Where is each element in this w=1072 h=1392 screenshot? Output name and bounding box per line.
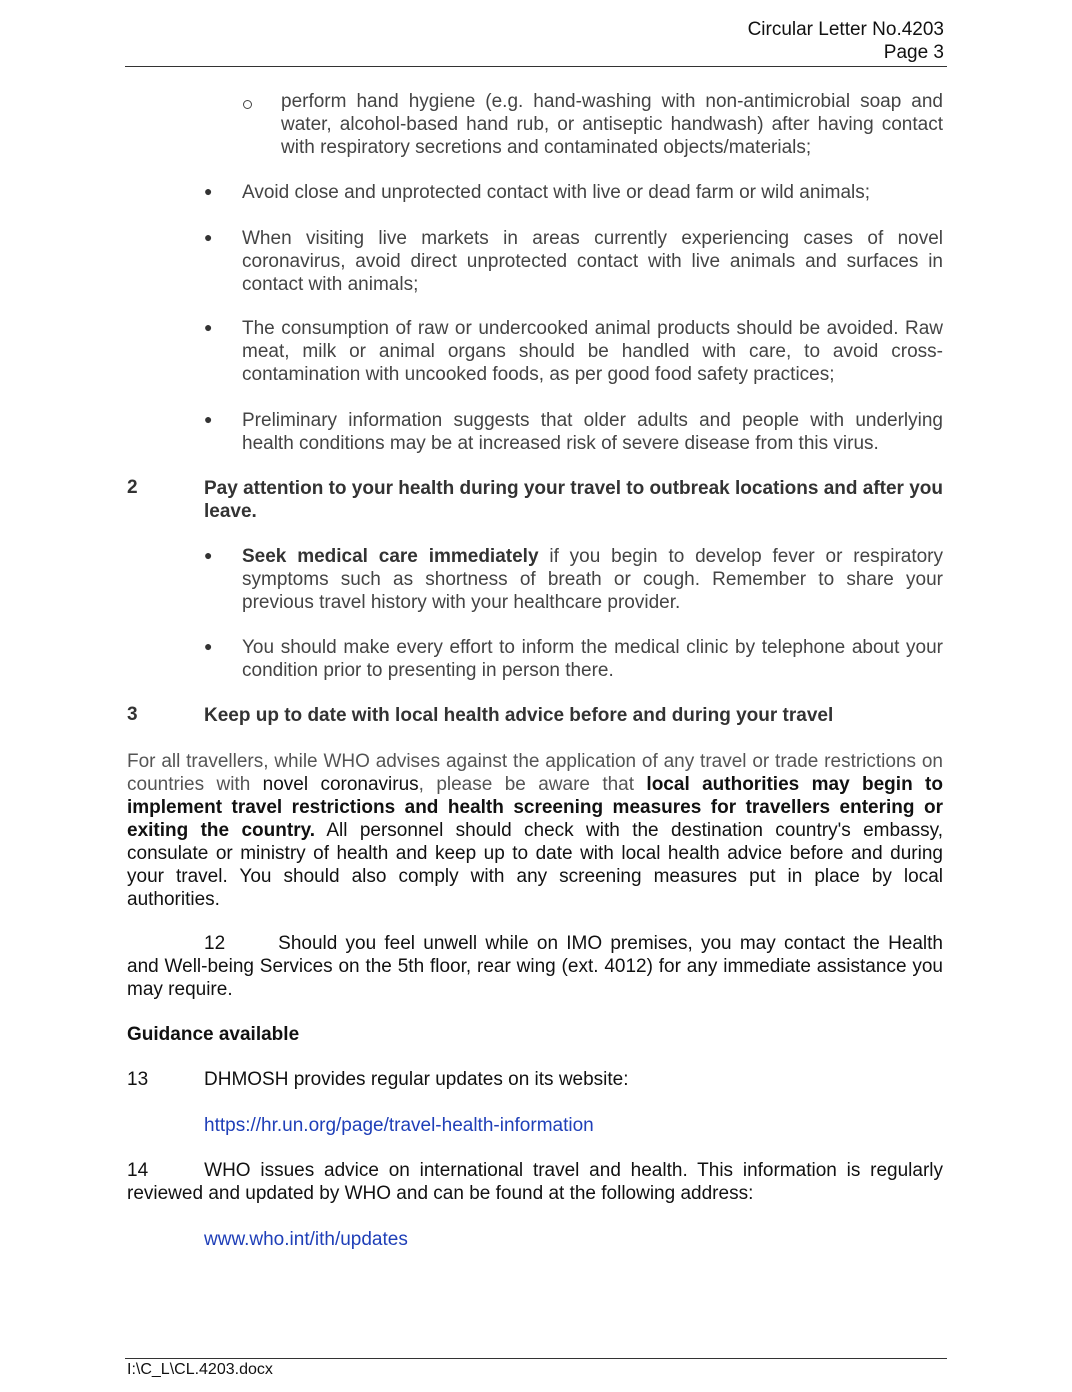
bullet-icon: ● [204, 547, 213, 563]
bullet-item: You should make every effort to inform the medical clinic by telephone about your condition prior to presenting in person there. [242, 637, 943, 681]
bullet-item: Preliminary information suggests that older adults and people with underlying health conditions may be at increased risk of severe disease from this virus. [242, 410, 943, 454]
para-text: , please be aware that [418, 774, 647, 795]
paragraph-text: Should you feel unwell while on IMO premises, you may contact the Health and Well-being Services on the 5th floor, rear wing (ext. 4012) for any immediate assistance you may require. [127, 933, 943, 1000]
page-number: Page 3 [883, 42, 944, 63]
hollow-bullet-icon [243, 100, 252, 109]
guidance-heading: Guidance available [127, 1024, 300, 1045]
para-emphasis: local authorities may begin to implement travel restrictions and health screening measures for travellers entering or exiting the country. [127, 774, 943, 841]
bullet-icon: ● [204, 638, 213, 654]
paragraph-14 [127, 1159, 943, 1205]
bullet-item: Avoid close and unprotected contact with live or dead farm or wild animals; [242, 182, 871, 203]
paragraph-number: 12 [204, 933, 226, 954]
bullet-text: if you begin to develop fever or respiratory symptoms such as shortness of breath or cough. Remember to share your previous travel history with your healthcare provider. [242, 546, 944, 613]
bullet-icon: ● [204, 319, 213, 335]
page-header [748, 18, 944, 64]
bullet-item [242, 545, 943, 614]
section-heading: Pay attention to your health during your travel to outbreak locations and after you leave. [204, 478, 943, 522]
circular-letter-title: Circular Letter No.4203 [747, 19, 944, 40]
footer-divider [125, 1358, 947, 1359]
bullet-icon: ● [204, 411, 213, 427]
paragraph-text: DHMOSH provides regular updates on its website: [204, 1069, 629, 1090]
sub-bullet-text: perform hand hygiene (e.g. hand-washing with non-antimicrobial soap and water, alcohol-based hand rub, or antiseptic handwash) after having contact with respiratory secretions and contaminated objects/materials; [281, 91, 943, 158]
travel-advice-paragraph [127, 750, 943, 911]
paragraph-text: WHO issues advice on international travel and health. This information is regularly reviewed and updated by WHO and can be found at the following address: [127, 1160, 943, 1204]
bullet-icon: ● [204, 183, 213, 199]
para-text: novel coronavirus [262, 774, 419, 795]
para-text: All personnel should check with the destination country's embassy, consulate or ministry of health and keep up to date with local health advice before and during your travel. You should also comply with any screening measures put in place by local authorities. [127, 820, 943, 910]
paragraph-number: 13 [127, 1069, 149, 1090]
file-path: I:\C_L\CL.4203.docx [127, 1361, 273, 1378]
bullet-icon: ● [204, 229, 213, 245]
paragraph-12 [127, 932, 943, 1001]
dhmosh-link[interactable]: https://hr.un.org/page/travel-health-information [204, 1115, 594, 1136]
section-number: 2 [127, 477, 138, 498]
bullet-item: When visiting live markets in areas currently experiencing cases of novel coronavirus, avoid direct unprotected contact with live animals and surfaces in contact with animals; [242, 228, 943, 295]
bullet-emphasis: Seek medical care immediately [242, 546, 539, 567]
header-divider [125, 66, 947, 67]
para-text: For all travellers, while WHO advises against the application of any travel or trade restrictions on countries with [127, 751, 943, 795]
bullet-item: The consumption of raw or undercooked animal products should be avoided. Raw meat, milk or animal organs should be handled with care, to avoid cross-contamination with uncooked foods, as per good food safety practices; [242, 318, 943, 385]
section-heading: Keep up to date with local health advice before and during your travel [204, 705, 834, 726]
paragraph-number: 14 [127, 1160, 149, 1181]
section-number: 3 [127, 704, 138, 725]
who-link[interactable]: www.who.int/ith/updates [204, 1229, 408, 1250]
